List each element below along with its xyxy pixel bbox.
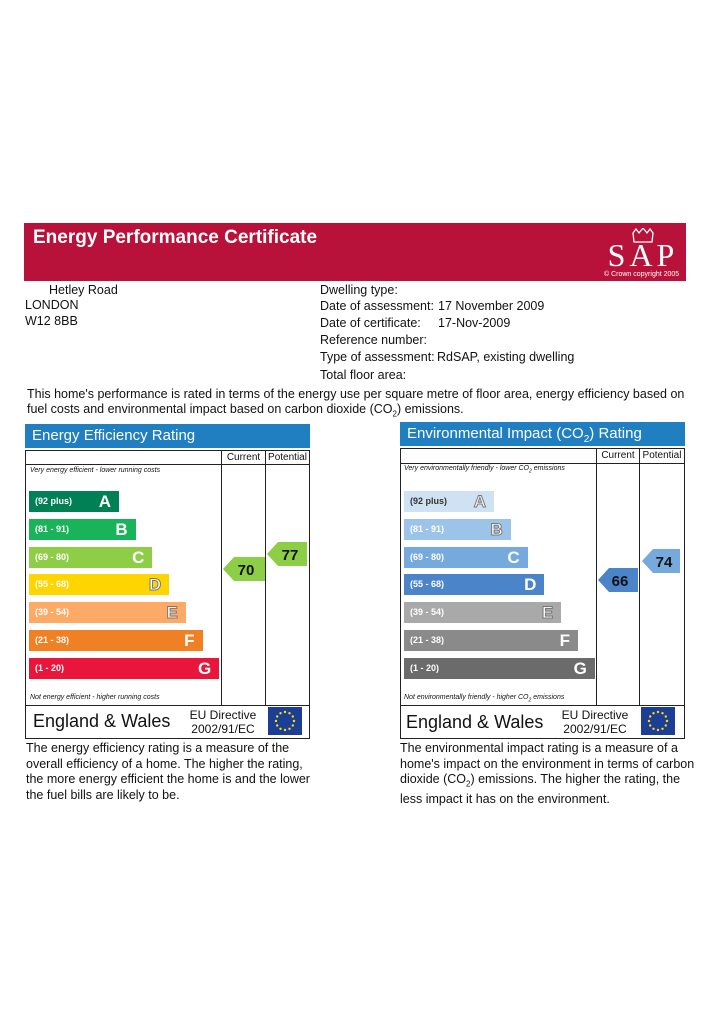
assessment-date-value: 17 November 2009	[438, 299, 545, 313]
env-top-note: Very environmentally friendly - lower $CO_2$ emissions	[404, 465, 565, 475]
band-letter: A	[473, 492, 486, 511]
band-range: (39 - 54)	[410, 607, 445, 618]
band-letter: D	[148, 575, 162, 595]
energy-potential-arrow	[267, 542, 307, 566]
band-c	[404, 547, 528, 568]
band-letter: C	[132, 547, 145, 567]
band-range: (69 - 80)	[35, 551, 70, 562]
reference-number-label: Reference number:	[320, 333, 428, 347]
env-potential-value: 74	[655, 554, 673, 571]
energy-col-current: Current	[226, 452, 261, 463]
band-e	[29, 602, 186, 623]
band-range: (81 - 91)	[35, 523, 70, 534]
crown-copyright: © Crown copyright 2005	[604, 271, 680, 278]
energy-rating-title: Energy Efficiency Rating	[25, 424, 310, 448]
address-line3: W12 8BB	[25, 314, 78, 328]
energy-current-arrow	[223, 557, 265, 581]
band-range: (21 - 38)	[35, 635, 70, 645]
assessment-type-value: RdSAP, existing dwelling	[437, 350, 575, 364]
energy-potential-value: 77	[281, 547, 299, 564]
page-title: Energy Performance Certificate	[33, 227, 318, 248]
band-range: (1 - 20)	[35, 662, 65, 673]
band-range: (92 plus)	[35, 496, 73, 506]
env-description: The environmental impact rating is a measure of a home's impact on the environment in terms of carbon dioxide $(CO_2)$ emissions. The higher the rating, the less impact it has on the environment.	[400, 741, 695, 806]
band-d	[29, 574, 169, 595]
band-range: (92 plus)	[410, 496, 448, 506]
band-letter: F	[184, 631, 195, 650]
band-range: (55 - 68)	[35, 579, 70, 590]
band-range: (81 - 91)	[410, 523, 445, 534]
band-range: (39 - 54)	[35, 607, 70, 618]
band-c	[29, 547, 152, 568]
address-line2: LONDON	[25, 298, 79, 312]
band-d	[404, 574, 544, 595]
address-line1: Hetley Road	[49, 283, 118, 297]
certificate-date-value: 17-Nov-2009	[438, 316, 511, 330]
band-g	[29, 658, 219, 679]
band-range: (21 - 38)	[410, 635, 445, 645]
band-g	[404, 658, 595, 679]
certificate-date-label: Date of certificate:	[320, 316, 421, 330]
dwelling-type-label: Dwelling type:	[320, 283, 398, 297]
energy-directive: EU Directive 2002/91/EC	[189, 708, 257, 736]
eu-flag-icon	[641, 707, 675, 735]
env-col-current: Current	[601, 450, 635, 461]
env-current-value: 66	[611, 573, 629, 590]
band-letter: B	[115, 519, 128, 539]
band-a	[29, 491, 119, 512]
floor-area-label: Total floor area:	[320, 368, 407, 382]
band-letter: G	[197, 658, 212, 678]
band-letter: A	[98, 492, 111, 511]
energy-current-value: 70	[237, 562, 255, 579]
band-range: (1 - 20)	[410, 662, 440, 673]
env-country: England & Wales	[406, 712, 544, 732]
band-range: (55 - 68)	[410, 579, 445, 590]
band-letter: C	[507, 547, 520, 567]
sap-logo-text: SAP	[607, 237, 679, 273]
energy-col-potential: Potential	[268, 452, 307, 463]
env-col-potential: Potential	[642, 450, 682, 461]
assessment-type-label: Type of assessment:	[320, 350, 435, 364]
eu-flag-icon	[268, 707, 302, 735]
band-range: (69 - 80)	[410, 551, 445, 562]
band-letter: E	[541, 603, 554, 623]
band-b	[29, 519, 136, 540]
intro-text: This home's performance is rated in terms of the energy use per square metre of floor area, energy efficiency based on fuel costs and environmental impact based on carbon dioxide $(CO_2)$ emissions.	[27, 387, 685, 419]
band-letter: E	[166, 603, 178, 623]
band-letter: G	[573, 658, 587, 678]
band-f	[29, 630, 203, 651]
band-letter: B	[490, 519, 503, 539]
environment-rating-title: Environmental Impact $(CO_2)$ Rating	[400, 422, 685, 446]
env-potential-arrow	[642, 549, 680, 573]
band-f	[404, 630, 578, 651]
env-current-arrow	[598, 568, 638, 592]
energy-bottom-note: Not energy efficient - higher running costs	[30, 694, 160, 701]
band-b	[404, 519, 511, 540]
env-directive: EU Directive 2002/91/EC	[561, 708, 629, 736]
assessment-date-label: Date of assessment:	[320, 299, 434, 313]
env-bottom-note: Not environmentally friendly - higher $CO_2$ emissions	[404, 694, 565, 704]
band-e	[404, 602, 561, 623]
energy-description: The energy efficiency rating is a measure of the overall efficiency of a home. The higher the rating, the more energy efficient the home is and the lower the fuel bills are likely to be.	[26, 741, 310, 802]
band-a	[404, 491, 494, 512]
band-letter: D	[524, 575, 537, 595]
energy-top-note: Very energy efficient - lower running costs	[30, 467, 161, 474]
energy-country: England & Wales	[33, 711, 171, 731]
band-letter: F	[559, 631, 570, 650]
